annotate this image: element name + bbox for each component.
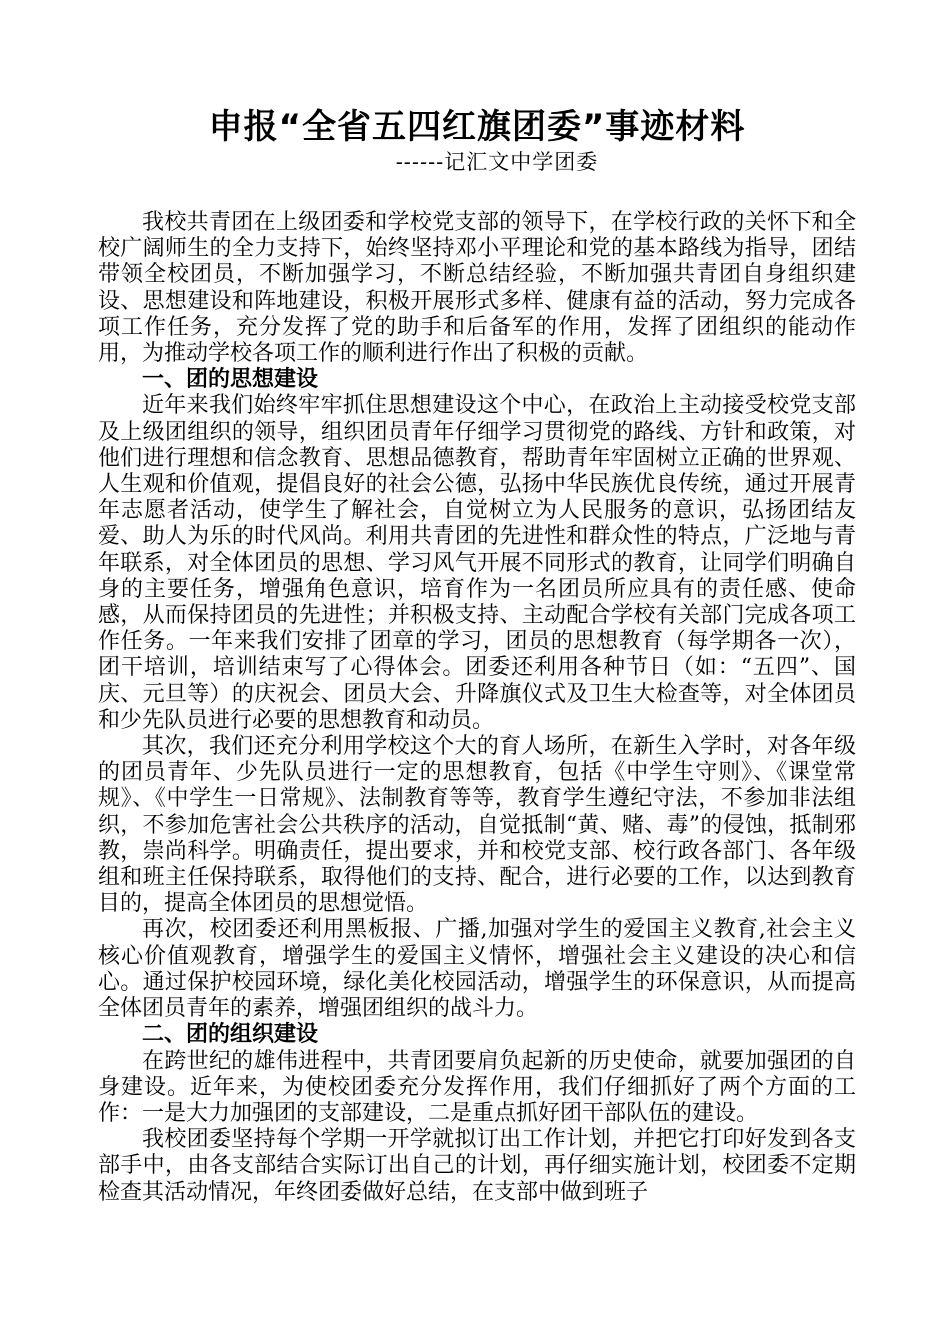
ideology-paragraph-2: 其次，我们还充分利用学校这个大的育人场所，在新生入学时，对各年级的团员青年、少先队员进行一定的思想教育，包括《中学生守则》、《课堂常规》、《中学生一日常规》、法制教育等等，教育学生遵纪守法，不参加非法组织，不参加危害社会公共秩序的活动，自觉抵制“黄、赌、毒”的侵蚀，抵制邪教，崇尚科学。明确责任，提出要求，并和校党支部、校行政各部门、各年级组和班主任保持联系，取得他们的支持、配合，进行必要的工作，以达到教育目的，提高全体团员的思想觉悟。 [98, 734, 856, 917]
section-heading-organization: 二、团的组织建设 [142, 1022, 319, 1048]
document-body [98, 210, 856, 1206]
ideology-paragraph-1: 近年来我们始终牢牢抓住思想建设这个中心，在政治上主动接受校党支部及上级团组织的领导，组织团员青年仔细学习贯彻党的路线、方针和政策，对他们进行理想和信念教育、思想品德教育，帮助青年牢固树立正确的世界观、人生观和价值观，提倡良好的社会公德，弘扬中华民族优良传统，通过开展青年志愿者活动，使学生了解社会，自觉树立为人民服务的意识，弘扬团结友爱、助人为乐的时代风尚。利用共青团的先进性和群众性的特点，广泛地与青年联系，对全体团员的思想、学习风气开展不同形式的教育，让同学们明确自身的主要任务，增强角色意识，培育作为一名团员所应具有的责任感、使命感，从而保持团员的先进性；并积极支持、主动配合学校有关部门完成各项工作任务。一年来我们安排了团章的学习，团员的思想教育（每学期各一次），团干培训，培训结束写了心得体会。团委还利用各种节日（如：“五四”、国庆、元旦等）的庆祝会、团员大会、升降旗仪式及卫生大检查等，对全体团员和少先队员进行必要的思想教育和动员。 [98, 393, 856, 733]
section-heading-ideology: 一、团的思想建设 [142, 367, 319, 393]
organization-paragraph-2: 我校团委坚持每个学期一开学就拟订出工作计划，并把它打印好发到各支部手中，由各支部结合实际订出自己的计划，再仔细实施计划，校团委不定期检查其活动情况，年终团委做好总结，在支部中做到班子 [98, 1127, 856, 1205]
organization-paragraph-1: 在跨世纪的雄伟进程中，共青团要肩负起新的历史使命，就要加强团的自身建设。近年来，为使校团委充分发挥作用，我们仔细抓好了两个方面的工作：一是大力加强团的支部建设，二是重点抓好团干部队伍的建设。 [98, 1048, 856, 1126]
ideology-paragraph-3: 再次，校团委还利用黑板报、广播,加强对学生的爱国主义教育,社会主义核心价值观教育，增强学生的爱国主义情怀，增强社会主义建设的决心和信心。通过保护校园环境，绿化美化校园活动，增强学生的环保意识，从而提高全体团员青年的素养，增强团组织的战斗力。 [98, 917, 856, 1022]
document-subtitle: ------记汇文中学团委 [395, 150, 599, 174]
intro-paragraph: 我校共青团在上级团委和学校党支部的领导下，在学校行政的关怀下和全校广阔师生的全力支持下，始终坚持邓小平理论和党的基本路线为指导，团结带领全校团员，不断加强学习，不断总结经验，不断加强共青团自身组织建设、思想建设和阵地建设，积极开展形式多样、健康有益的活动，努力完成各项工作任务，充分发挥了党的助手和后备军的作用，发挥了团组织的能动作用，为推动学校各项工作的顺利进行作出了积极的贡献。 [98, 210, 856, 367]
document-title: 申报“全省五四红旗团委”事迹材料 [208, 107, 746, 147]
document-page [98, 96, 856, 1206]
